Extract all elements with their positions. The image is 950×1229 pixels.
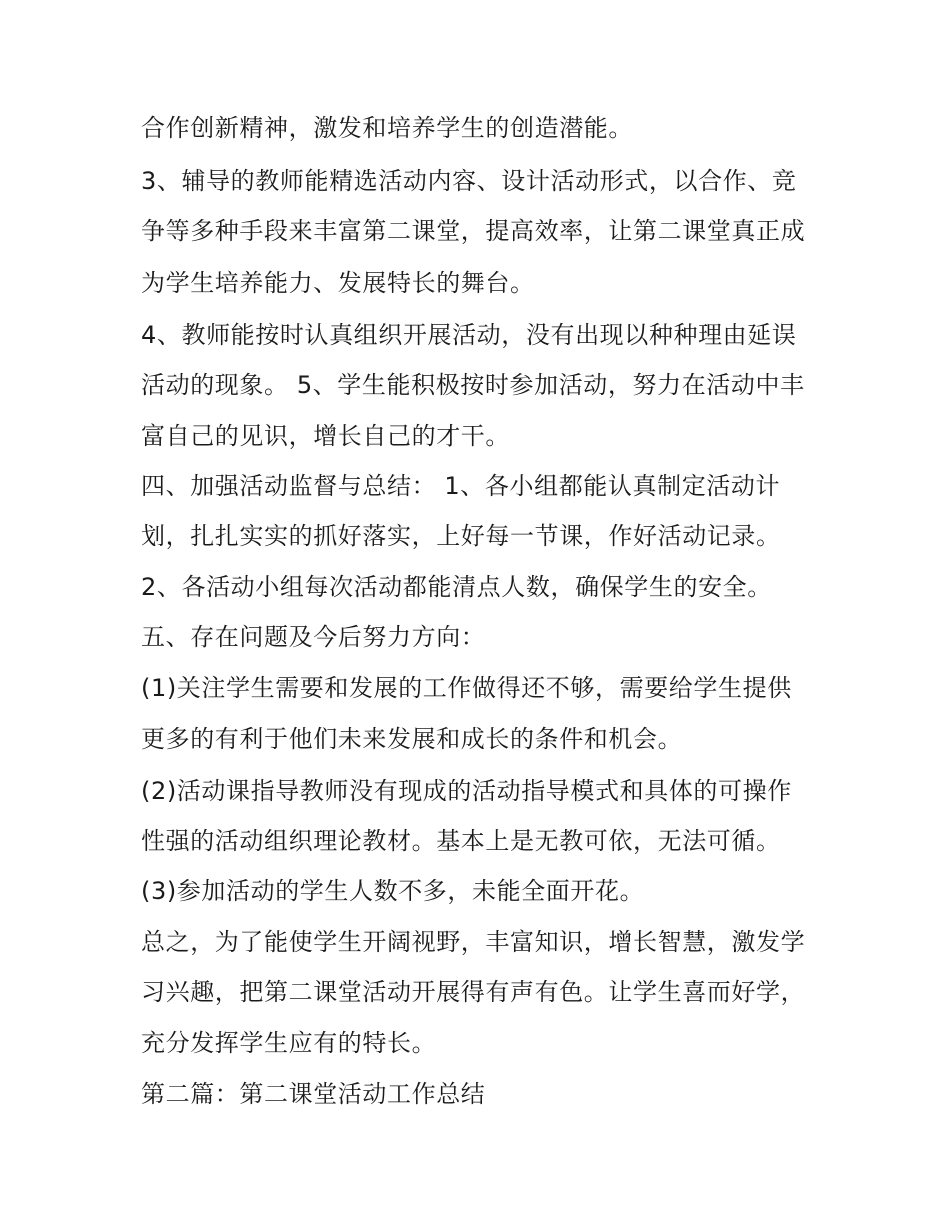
text-line-7: 富自己的见识，增长自己的才干。 xyxy=(141,422,510,450)
text-line-5: 4、教师能按时认真组织开展活动，没有出现以种种理由延误 xyxy=(141,321,797,349)
text-line-20: 第二篇：第二课堂活动工作总结 xyxy=(141,1080,486,1108)
text-line-15: 性强的活动组织理论教材。基本上是无教可依，无法可循。 xyxy=(141,827,781,855)
text-line-3: 争等多种手段来丰富第二课堂，提高效率，让第二课堂真正成 xyxy=(141,217,806,245)
text-line-11: 五、存在问题及今后努力方向： xyxy=(141,623,486,651)
text-line-16: (3)参加活动的学生人数不多，未能全面开花。 xyxy=(141,877,645,905)
text-line-12: (1)关注学生需要和发展的工作做得还不够，需要给学生提供 xyxy=(141,674,792,702)
text-line-4: 为学生培养能力、发展特长的舞台。 xyxy=(141,269,535,297)
text-line-8: 四、加强活动监督与总结： 1、各小组都能认真制定活动计 xyxy=(141,472,781,500)
text-line-13: 更多的有利于他们未来发展和成长的条件和机会。 xyxy=(141,725,683,753)
text-line-19: 充分发挥学生应有的特长。 xyxy=(141,1029,437,1057)
text-line-1: 合作创新精神，激发和培养学生的创造潜能。 xyxy=(141,114,633,142)
text-line-18: 习兴趣，把第二课堂活动开展得有声有色。让学生喜而好学， xyxy=(141,978,806,1006)
text-line-14: (2)活动课指导教师没有现成的活动指导模式和具体的可操作 xyxy=(141,777,792,805)
text-line-9: 划，扎扎实实的抓好落实，上好每一节课，作好活动记录。 xyxy=(141,522,781,550)
text-line-10: 2、各活动小组每次活动都能清点人数，确保学生的安全。 xyxy=(141,573,772,601)
text-line-17: 总之，为了能使学生开阔视野，丰富知识，增长智慧，激发学 xyxy=(141,928,806,956)
text-line-6: 活动的现象。 5、学生能积极按时参加活动，努力在活动中丰 xyxy=(141,371,805,399)
text-line-2: 3、辅导的教师能精选活动内容、设计活动形式，以合作、竞 xyxy=(141,167,797,195)
